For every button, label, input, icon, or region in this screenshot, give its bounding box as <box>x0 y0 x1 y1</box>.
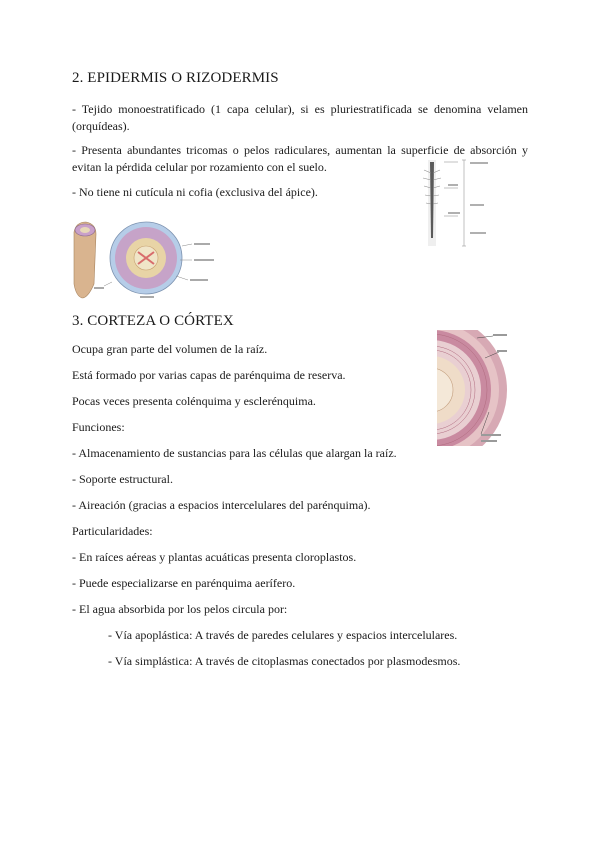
via-simplastica: - Vía simplástica: A través de citoplasmas conectados por plasmodesmos. <box>108 654 461 668</box>
section-2-paragraph-3: - No tiene ni cutícula ni cofia (exclusiva del ápice). <box>72 185 318 199</box>
funciones-label: Funciones: <box>72 420 125 434</box>
funcion-item-2: - Soporte estructural. <box>72 472 173 486</box>
via-apoplastica: - Vía apoplástica: A través de paredes celulares y espacios intercelulares. <box>108 628 458 642</box>
root-hair-zone-icon <box>418 158 528 250</box>
section-2-paragraph-2: - Presenta abundantes tricomas o pelos radiculares, aumentan la superficie de absorción y evitan la pérdida celular por rozamiento con el suelo. <box>72 143 528 174</box>
particularidad-item-1: - En raíces aéreas y plantas acuáticas presenta cloroplastos. <box>72 550 357 564</box>
funcion-item-3: - Aireación (gracias a espacios intercelulares del parénquima). <box>72 498 371 512</box>
section-2-heading: 2. EPIDERMIS O RIZODERMIS <box>72 70 279 86</box>
particularidad-item-3: - El agua absorbida por los pelos circula por: <box>72 602 288 616</box>
funcion-item-1: - Almacenamiento de sustancias para las células que alargan la raíz. <box>72 446 397 460</box>
section-3-intro-1: Ocupa gran parte del volumen de la raíz. <box>72 342 268 356</box>
section-2-paragraph-1: - Tejido monoestratificado (1 capa celular), si es pluriestratificada se denomina velamen (orquídeas). <box>72 102 528 133</box>
particularidad-item-2: - Puede especializarse en parénquima aerífero. <box>72 576 296 590</box>
particularidades-label: Particularidades: <box>72 524 153 538</box>
section-3-heading: 3. CORTEZA O CÓRTEX <box>72 313 234 329</box>
cortex-detail-icon <box>437 330 509 446</box>
section-3-intro-3: Pocas veces presenta colénquima y esclerénquima. <box>72 394 316 408</box>
root-cross-section-icon <box>68 218 220 300</box>
section-3-intro-2: Está formado por varias capas de parénquima de reserva. <box>72 368 346 382</box>
